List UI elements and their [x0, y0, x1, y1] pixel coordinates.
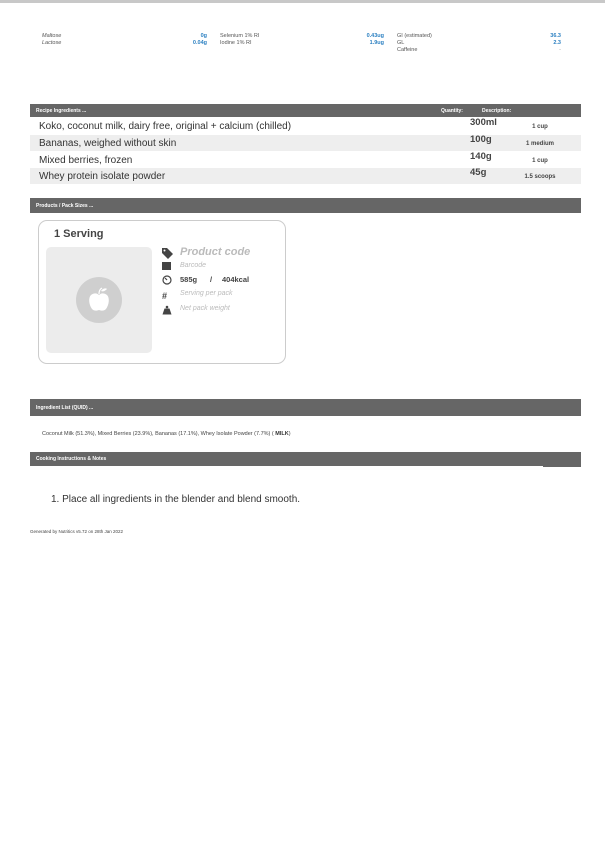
- ingredient-row: [30, 135, 581, 151]
- generated-footer: Generated by Nutritics v5.72 on 28th Jan 2022: [30, 529, 124, 534]
- serving-per-pack: Serving per pack: [180, 290, 233, 297]
- nutrient-column-2: [220, 33, 384, 47]
- ingredient-row: [30, 118, 581, 134]
- ingredient-description: 1 cup: [532, 124, 548, 130]
- top-border: [0, 0, 605, 3]
- quid-header-title: Ingredient List (QUID) ...: [36, 405, 94, 411]
- weight-icon: [162, 305, 172, 315]
- gauge-icon: [162, 275, 172, 285]
- recipe-ingredients-header: [30, 104, 581, 117]
- description-header: Description:: [482, 108, 512, 114]
- ingredient-name: Bananas, weighed without skin: [39, 138, 177, 149]
- pack-size-card[interactable]: [38, 220, 286, 364]
- ingredient-description: 1.5 scoops: [524, 174, 556, 180]
- net-pack-weight: Net pack weight: [180, 305, 230, 312]
- nutrient-row: [42, 33, 207, 40]
- hash-icon: #: [162, 291, 168, 301]
- tag-icon: [162, 248, 172, 258]
- nutrient-label: GL: [397, 40, 405, 46]
- quantity-header: Quantity:: [441, 108, 463, 114]
- products-header: [30, 198, 581, 213]
- nutrient-value: 2.3: [553, 40, 561, 46]
- nutrient-row: [42, 40, 207, 47]
- nutrient-label: GI (estimated): [397, 33, 432, 39]
- nutrient-value: 0g: [200, 33, 207, 39]
- ingredient-row: [30, 152, 581, 168]
- allergen-milk: MILK: [275, 431, 289, 437]
- nutrient-row: [397, 40, 561, 47]
- separator: /: [210, 275, 213, 284]
- serving-title: 1 Serving: [54, 228, 104, 240]
- cooking-step: 1. Place all ingredients in the blender and blend smooth.: [51, 494, 301, 505]
- nutrient-label: Caffeine: [397, 47, 418, 53]
- ingredient-description: 1 medium: [525, 141, 554, 147]
- ingredient-quantity: 140g: [470, 151, 492, 162]
- nutrient-value: 1.9ug: [369, 40, 384, 46]
- nutrient-column-3: [397, 33, 561, 54]
- products-header-title: Products / Pack Sizes ...: [36, 203, 94, 209]
- nutrient-column-1: [42, 33, 207, 47]
- ingredient-name: Koko, coconut milk, dairy free, original + calcium (chilled): [39, 121, 292, 132]
- serving-weight: 585g: [180, 275, 198, 284]
- quid-text: [42, 431, 291, 437]
- barcode-icon: [162, 262, 171, 270]
- nutrient-row: [397, 47, 561, 54]
- ingredient-row: [30, 168, 581, 184]
- quid-ingredients: Coconut Milk (51.3%), Mixed Berries (23.9%), Bananas (17.1%), Whey Isolate Powder (7.7%) (: [42, 431, 274, 437]
- product-code: Product code: [180, 246, 251, 258]
- nutrient-label: Maltose: [42, 33, 62, 39]
- apple-icon: [76, 277, 122, 323]
- ingredient-name: Whey protein isolate powder: [39, 171, 166, 182]
- ingredient-name: Mixed berries, frozen: [39, 155, 133, 166]
- nutrient-label: Iodine 1% RI: [220, 40, 252, 46]
- nutrient-row: [220, 40, 384, 47]
- nutrient-row: [220, 33, 384, 40]
- serving-energy: 404kcal: [222, 275, 250, 284]
- nutrient-label: Lactose: [42, 40, 62, 46]
- nutrient-value: 0.43ug: [366, 33, 384, 39]
- nutrient-row: [397, 33, 561, 40]
- nutrient-value: 0.04g: [192, 40, 207, 46]
- recipe-header-title: Recipe Ingredients ...: [36, 108, 87, 114]
- ingredient-description: 1 cup: [532, 158, 548, 164]
- ingredient-quantity: 45g: [470, 167, 487, 178]
- product-image-placeholder: [46, 247, 152, 353]
- ingredient-quantity: 300ml: [470, 117, 497, 128]
- cooking-header-title: Cooking Instructions & Notes: [36, 456, 107, 462]
- nutrient-label: Selenium 1% RI: [220, 33, 260, 39]
- quid-header: [30, 399, 581, 416]
- barcode: Barcode: [180, 262, 207, 269]
- quid-close: ): [288, 431, 291, 437]
- cooking-header-underline: [543, 466, 581, 467]
- nutrient-value: -: [559, 47, 561, 53]
- cooking-header: [30, 452, 581, 466]
- nutrient-value: 36.3: [550, 33, 561, 39]
- ingredient-quantity: 100g: [470, 134, 492, 145]
